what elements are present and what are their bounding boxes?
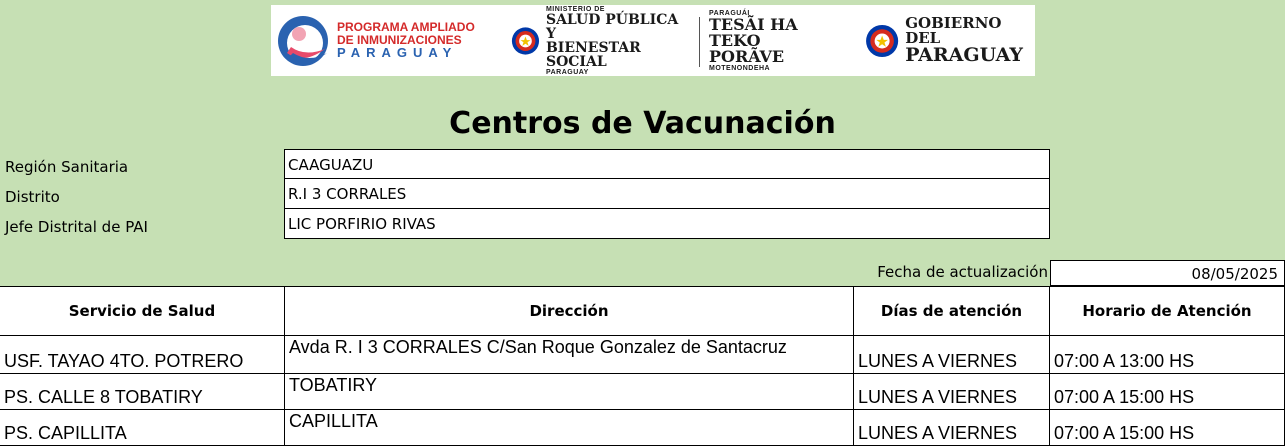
gobierno-logo <box>865 5 1035 76</box>
ministerio-line1: SALUD PÚBLICA Y <box>545 11 679 42</box>
table-row-3-horario[interactable]: 07:00 A 15:00 HS <box>1050 410 1285 446</box>
region-value[interactable]: CAAGUAZU <box>284 149 1050 179</box>
gobierno-line2: PARAGUAY <box>905 44 1023 66</box>
jefe-label: Jefe Distrital de PAI <box>5 218 148 236</box>
distrito-label: Distrito <box>5 188 60 206</box>
table-row-2-direccion[interactable]: TOBATIRY <box>285 374 854 410</box>
paraguay-star-icon <box>865 23 899 59</box>
tesai-logo <box>709 5 849 76</box>
ministerio-line2: BIENESTAR SOCIAL <box>545 39 641 70</box>
vaccination-centers-table <box>0 286 1285 446</box>
ministerio-foot: PARAGUAY <box>545 68 589 76</box>
table-row-1-horario[interactable]: 07:00 A 13:00 HS <box>1050 336 1285 374</box>
table-row-3-dias[interactable]: LUNES A VIERNES <box>854 410 1050 446</box>
pai-line3: PARAGUAY <box>337 45 458 61</box>
table-row-2-dias[interactable]: LUNES A VIERNES <box>854 374 1050 410</box>
logo-banner <box>271 5 1035 76</box>
header-direccion: Dirección <box>285 286 854 336</box>
header-horario: Horario de Atención <box>1050 286 1285 336</box>
tesai-line2: PORÃVE <box>709 46 785 66</box>
tesai-line1: TESÃI HA TEKO <box>709 14 798 50</box>
table-row-3-servicio[interactable]: PS. CAPILLITA <box>0 410 285 446</box>
table-row-1-servicio[interactable]: USF. TAYAO 4TO. POTRERO <box>0 336 285 374</box>
pai-line1: PROGRAMA AMPLIADO <box>337 20 475 35</box>
region-label: Región Sanitaria <box>5 158 129 176</box>
tesai-foot: MOTENONDEHA <box>709 64 771 72</box>
pai-line2: DE INMUNIZACIONES <box>337 32 462 47</box>
gobierno-line1: GOBIERNO DEL <box>905 14 1002 47</box>
fecha-value[interactable]: 08/05/2025 <box>1050 260 1285 286</box>
table-row-2-servicio[interactable]: PS. CALLE 8 TOBATIRY <box>0 374 285 410</box>
fecha-label: Fecha de actualización <box>877 263 1048 281</box>
paraguay-seal-icon <box>511 25 540 57</box>
table-row-2-horario[interactable]: 07:00 A 15:00 HS <box>1050 374 1285 410</box>
table-row-1-direccion[interactable]: Avda R. I 3 CORRALES C/San Roque Gonzalez de Santacruz <box>285 336 854 374</box>
header-dias: Días de atención <box>854 286 1050 336</box>
logo-divider <box>699 17 700 67</box>
pai-logo <box>275 5 475 76</box>
table-row-1-dias[interactable]: LUNES A VIERNES <box>854 336 1050 374</box>
tesai-small: PARAGUÁI <box>709 9 750 17</box>
header-servicio: Servicio de Salud <box>0 286 285 336</box>
ministerio-small: MINISTERIO DE <box>545 5 605 13</box>
table-row-3-direccion[interactable]: CAPILLITA <box>285 410 854 446</box>
ministerio-logo <box>511 5 691 76</box>
distrito-value[interactable]: R.I 3 CORRALES <box>284 179 1050 209</box>
page-title: Centros de Vacunación <box>449 106 836 141</box>
pai-emblem-icon <box>275 13 331 69</box>
jefe-value[interactable]: LIC PORFIRIO RIVAS <box>284 209 1050 239</box>
